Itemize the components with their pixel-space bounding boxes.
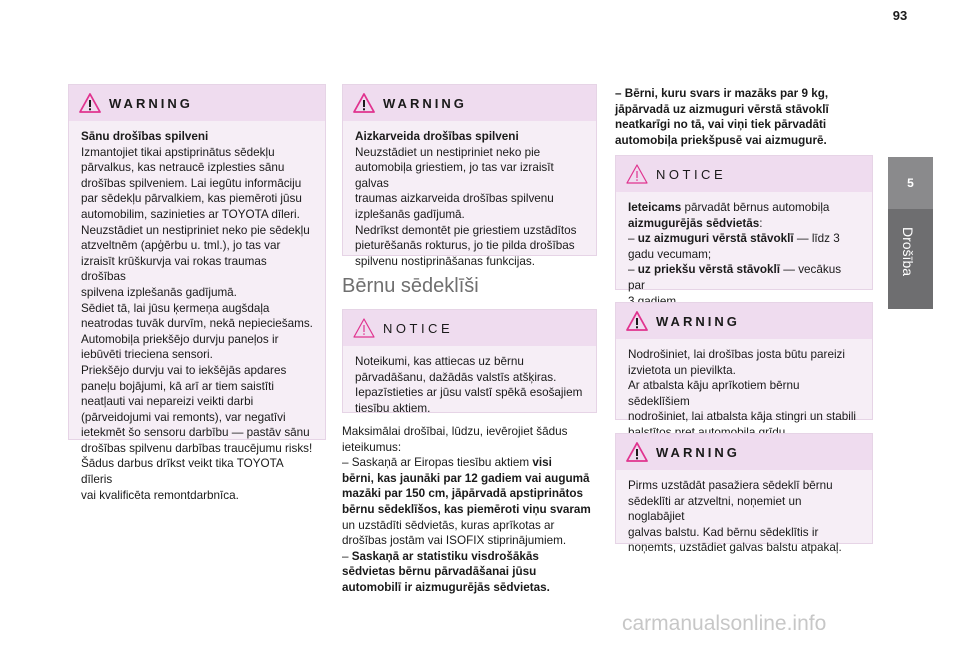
text-line: Neuzstādiet un nestipriniet neko pie xyxy=(355,145,541,159)
text-line: Pirms uzstādāt pasažiera sēdeklī bērnu xyxy=(628,479,833,492)
body-text-recommendations xyxy=(342,424,602,596)
text-line: – Saskaņā ar Eiropas tiesību aktiem visi xyxy=(342,456,552,470)
warning-header xyxy=(69,85,325,121)
chapter-tab[interactable] xyxy=(888,157,933,309)
text-line: izvietota un pievilkta. xyxy=(628,363,736,377)
text-line: sēdeklīti ar atzveltni, noņemiet un noglabājiet xyxy=(628,494,802,524)
text-line: neatkarīgi no tā, vai viņi tiek pārvadāti xyxy=(615,118,827,132)
text-line: traumas aizkarveida drošības spilvenu xyxy=(355,192,554,206)
text-line: – uz priekšu vērstā stāvoklī — vecākus par xyxy=(628,263,842,292)
warning-box-curtain-airbags xyxy=(342,84,597,268)
text-line: noņemts, uzstādiet galvas balstu atpakaļ. xyxy=(628,541,842,555)
text-line: un uzstādīti sēdvietās, kuras aprīkotas ar xyxy=(342,518,555,532)
warning-box-head-restraint xyxy=(615,433,873,555)
warning-body xyxy=(616,470,872,564)
text-line: paneļu bojājumi, kā arī ar tiem saistīti xyxy=(81,379,274,393)
text-line: neatļauti vai nepareizi veikti darbi xyxy=(81,395,254,409)
text-line: drošības spilvenu darbības traucējumu risks! xyxy=(81,441,313,455)
text-line: Noteikumi, kas attiecas uz bērnu xyxy=(355,355,524,368)
text-line: atzveltnēm (apģērbu u. tml.), jo tas var xyxy=(81,239,281,253)
chapter-label: Drošība xyxy=(900,227,916,277)
warning-triangle-icon xyxy=(626,442,648,462)
text-line: Izmantojiet tikai apstiprinātus sēdekļu xyxy=(81,145,275,159)
text-line: pārvalkus, kas netraucē izplesties sānu xyxy=(81,161,285,175)
text-line: galvas balstu. Kad bērnu sēdeklītis ir xyxy=(628,525,819,539)
text-line: Neuzstādiet un nestipriniet neko pie sēdekļu xyxy=(81,223,310,237)
text-line: Iepazīstieties ar jūsu valstī spēkā esošajiem xyxy=(355,386,583,400)
text-line: automobiļa griestiem, jo tas var izraisīt galvas xyxy=(355,161,554,190)
text-line: Sēdiet tā, lai jūsu ķermeņa augšdaļa xyxy=(81,301,270,315)
notice-triangle-icon xyxy=(626,164,648,184)
warning-triangle-icon xyxy=(79,93,101,113)
text-line: Nedrīkst demontēt pie griestiem uzstādītos xyxy=(355,223,577,237)
text-line: drošības spilveniem. Lai iegūtu informāciju xyxy=(81,176,302,190)
warning-header xyxy=(616,303,872,339)
text-line: automobilī ir aizmugurējās sēdvietas. xyxy=(342,580,550,594)
text-line: jāpārvadā uz aizmuguri vērstā stāvoklī xyxy=(615,102,829,116)
text-line: mazāki par 150 cm, jāpārvadā apstiprinātos xyxy=(342,487,584,501)
notice-box-rear-seats xyxy=(615,155,873,290)
notice-header xyxy=(616,156,872,192)
text-line: Automobiļa priekšējo durvju paneļos ir xyxy=(81,332,279,346)
text-line: ieteikumus: xyxy=(342,440,402,454)
notice-title: NOTICE xyxy=(656,166,727,182)
text-line: bērni, kas jaunāki par 12 gadiem vai augumā xyxy=(342,471,590,485)
text-line: drošības jostām vai ISOFIX stiprinājumiem. xyxy=(342,534,567,548)
warning-title: WARNING xyxy=(656,313,740,329)
text-line: neatrodas tuvāk durvīm, nekā nepieciešams. xyxy=(81,317,313,331)
text-line: par sēdekļu pārvalkiem, kas piemēroti jūsu xyxy=(81,192,302,206)
warning-title: WARNING xyxy=(656,444,740,460)
text-line: Maksimālai drošībai, lūdzu, ievērojiet šādus xyxy=(342,425,568,438)
text-line: pārvadāšanu, dažādās valstīs atšķiras. xyxy=(355,370,557,384)
notice-title: NOTICE xyxy=(383,320,454,336)
text-line: Priekšējo durvju vai to iekšējās apdares xyxy=(81,363,287,377)
page-number: 93 xyxy=(892,8,908,23)
text-line: nodrošiniet, lai atbalsta kāja stingri un stabili xyxy=(628,410,857,424)
warning-header xyxy=(343,85,596,121)
warning-heading: Aizkarveida drošības spilveni xyxy=(355,130,519,143)
warning-heading: Sānu drošības spilveni xyxy=(81,130,209,143)
text-line: izraisīt krūškurvja vai rokas traumas drošības xyxy=(81,254,267,284)
text-line: sēdvietas bērnu pārvadāšanai jūsu xyxy=(342,565,537,579)
text-line: (pārveidojumi vai remonts), var negatīvi xyxy=(81,410,286,424)
text-line: – Saskaņā ar statistiku visdrošākās xyxy=(342,549,539,563)
text-line: Ar atbalsta kāju aprīkotiem bērnu sēdeklīšiem xyxy=(628,379,800,408)
notice-body xyxy=(616,192,872,317)
warning-title: WARNING xyxy=(109,95,193,111)
text-line: automobiļa priekšpusē vai aizmugurē. xyxy=(615,133,827,147)
text-line: – Bērni, kuru svars ir mazāks par 9 kg, xyxy=(615,87,829,100)
warning-box-seat-belt xyxy=(615,302,873,424)
warning-triangle-icon xyxy=(626,311,648,331)
warning-header xyxy=(616,434,872,470)
warning-title: WARNING xyxy=(383,95,467,111)
text-line: Nodrošiniet, lai drošības josta būtu pareizi xyxy=(628,348,845,361)
notice-body xyxy=(343,346,596,424)
text-line: bērnu sēdeklīšos, kas piemēroti viņu svaram xyxy=(342,502,591,516)
text-line: iebūvēti trieciena sensori. xyxy=(81,348,213,362)
text-line: gadu vecumam; xyxy=(628,247,712,261)
warning-triangle-icon xyxy=(353,93,375,113)
text-line: automobilim, sazinieties ar TOYOTA dīleri. xyxy=(81,207,300,221)
warning-box-side-airbags xyxy=(68,84,326,502)
warning-body xyxy=(69,121,325,511)
text-line: pieturēšanās rokturus, jo tie pilda drošības xyxy=(355,239,575,253)
text-line: aizmugurējās sēdvietās: xyxy=(628,216,763,230)
chapter-number: 5 xyxy=(888,157,933,209)
text-line: tiesību aktiem. xyxy=(355,401,431,415)
notice-box-regulations xyxy=(342,309,597,413)
section-title: Bērnu sēdeklīši xyxy=(342,275,479,297)
watermark: carmanualsonline.info xyxy=(622,612,827,635)
notice-triangle-icon xyxy=(353,318,375,338)
notice-header xyxy=(343,310,596,346)
warning-body xyxy=(343,121,596,277)
text-line: spilvena izplešanās gadījumā. xyxy=(81,285,237,299)
body-text-under-9kg xyxy=(615,86,875,148)
text-line: Ieteicams pārvadāt bērnus automobiļa xyxy=(628,201,830,214)
text-line: spilvenu nostiprināšanas funkcijas. xyxy=(355,254,535,268)
text-line: – uz aizmuguri vērstā stāvoklī — līdz 3 xyxy=(628,232,840,246)
text-line: ietekmēt šo sensoru darbību — pastāv sānu xyxy=(81,426,310,440)
text-line: vai kvalificēta remontdarbnīca. xyxy=(81,488,239,502)
text-line: izplešanās gadījumā. xyxy=(355,207,465,221)
text-line: Šādus darbus drīkst veikt tika TOYOTA dīleris xyxy=(81,457,284,487)
